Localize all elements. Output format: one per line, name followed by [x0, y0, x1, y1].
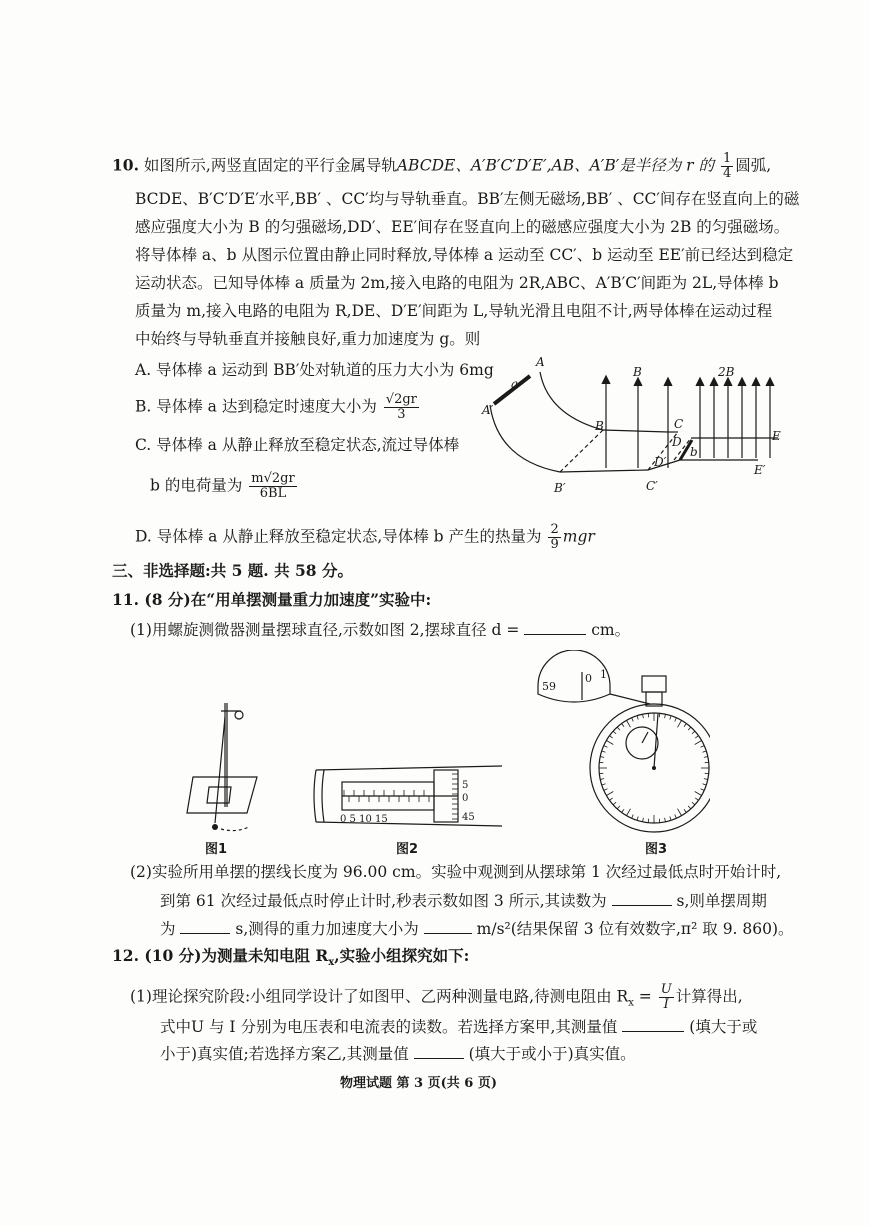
stopwatch-tick	[617, 806, 620, 809]
stopwatch-tick	[600, 757, 604, 758]
micrometer-thimble-0: 0	[462, 793, 469, 804]
stopwatch-tick	[704, 757, 708, 758]
q12-part1-line3: 小于)真实值;若选择方案乙,其测量值 (填大于或小于)真实值。	[160, 1045, 636, 1063]
stopwatch-tick	[688, 806, 691, 809]
stopwatch-tick	[643, 714, 644, 718]
q12-fraction-u-over-i: $\frac{U}{I}$	[660, 982, 672, 1012]
q10-rail-diagram	[478, 350, 798, 500]
stopwatch-tick	[613, 731, 616, 734]
stopwatch-tick	[692, 731, 695, 734]
stopwatch-tick	[695, 736, 698, 738]
watch-inset-1: 1	[600, 668, 607, 681]
stopwatch-tick	[604, 789, 608, 791]
watch-inset-59: 59	[542, 680, 556, 693]
stopwatch-tick	[670, 817, 671, 821]
stopwatch-tick	[701, 789, 705, 791]
stopwatch-tick	[613, 802, 616, 805]
q10-line2: BCDE、B′C′D′E′水平,BB′ 、CC′均与导轨垂直。BB′左侧无磁场,BB′ 、CC′间存在竖直向上的磁	[135, 190, 800, 208]
stopwatch-tick	[622, 809, 624, 812]
stopwatch-tick	[692, 802, 695, 805]
q10-line4: 将导体棒 a、b 从图示位置由静止同时释放,导体棒 a 运动至 CC′、b 运动至 EE′前已经达到稳定	[135, 246, 794, 264]
micrometer-thimble-5: 5	[462, 780, 469, 791]
q11-part1: (1)用螺旋测微器测量摆球直径,示数如图 2,摆球直径 d = cm。	[130, 621, 631, 639]
stopwatch-tick	[695, 741, 702, 745]
q11-answer-blank-d[interactable]	[524, 619, 586, 635]
q11-heading: 11. (8 分)在“用单摆测量重力加速度”实验中:	[112, 590, 432, 609]
stopwatch-tick	[665, 818, 666, 822]
q11-part2-line3: 为 s,测得的重力加速度大小为 m/s²(结果保留 3 位有效数字,π² 取 9. 860)。	[160, 920, 794, 938]
page-footer: 物理试题 第 3 页(共 6 页)	[340, 1076, 498, 1091]
q10-text-1b: ABCDE、A′B′C′D′E′,AB、A′B′是半径为 r 的	[396, 156, 714, 175]
q12-heading: 12. (10 分)为测量未知电阻 $R_x$,实验小组探究如下:	[112, 946, 470, 969]
q10-option-b: B. 导体棒 a 达到稳定时速度大小为 $\frac{√2gr}{3}$	[135, 392, 417, 422]
stopwatch-tick	[627, 720, 631, 727]
stopwatch-tick	[695, 792, 702, 796]
stopwatch-tick	[684, 809, 686, 812]
stopwatch-tick	[643, 818, 644, 822]
label-field-B: B	[633, 365, 642, 379]
label-A-prime: A′	[482, 403, 494, 417]
label-B-prime: B′	[554, 481, 566, 495]
label-D: D	[672, 435, 682, 449]
q10-text-1c: 圆弧,	[735, 156, 772, 175]
stopwatch-tick	[610, 798, 613, 800]
label-E: E	[772, 429, 781, 443]
stopwatch-tick	[610, 736, 613, 738]
label-E-prime: E′	[754, 463, 766, 477]
fig3-caption: 图3	[645, 842, 668, 857]
stopwatch-tick	[606, 741, 613, 745]
label-B: B	[595, 419, 604, 433]
label-A: A	[536, 355, 545, 369]
stopwatch-tick	[627, 809, 631, 816]
stopwatch-tick	[617, 727, 620, 730]
stopwatch-tick	[632, 718, 634, 722]
q10-text-1a: 如图所示,两竖直固定的平行金属导轨	[143, 156, 397, 175]
q12-part1-line2: 式中U 与 I 分别为电压表和电流表的读数。若选择方案甲,其测量值 (填大于或	[160, 1018, 758, 1036]
q12-answer-blank-a[interactable]	[622, 1016, 684, 1032]
label-rod-b: b	[690, 445, 698, 459]
q10-option-c-line2: b 的电荷量为 $\frac{m√2gr}{6BL}$	[150, 471, 295, 501]
stopwatch-tick	[622, 724, 624, 727]
q10-option-d: D. 导体棒 a 从静止释放至稳定状态,导体棒 b 产生的热量为 $\frac{2}{9}$ mgr	[135, 522, 595, 552]
stopwatch-tick	[665, 714, 666, 718]
stopwatch-tick	[637, 817, 638, 821]
stopwatch-tick	[602, 751, 606, 752]
stopwatch-tick	[675, 718, 677, 722]
stopwatch-tick	[703, 784, 707, 785]
q11-answer-blank-period[interactable]	[180, 918, 230, 934]
label-C-prime: C′	[646, 479, 658, 493]
stopwatch-tick	[678, 720, 682, 727]
stopwatch-tick	[675, 815, 677, 819]
q10-line6: 质量为 m,接入电路的电阻为 R,DE、D′E′间距为 L,导轨光滑且电阻不计,两导体棒在运动过程	[135, 302, 773, 320]
q12-part1-line1: (1)理论探究阶段:小组同学设计了如图甲、乙两种测量电路,待测电阻由 $R_x$ = $\frac{U}{I}$ 计算得出,	[130, 982, 743, 1012]
stopwatch-tick	[704, 779, 708, 780]
q10-option-b-fraction: $\frac{√2gr}{3}$	[385, 392, 417, 422]
label-C: C	[674, 417, 684, 431]
section-3-heading: 三、非选择题:共 5 题. 共 58 分。	[112, 561, 353, 580]
q10-number: 10.	[112, 155, 139, 175]
q11-answer-blank-reading[interactable]	[612, 890, 672, 906]
stopwatch-tick	[703, 751, 707, 752]
q10-option-c-line1: C. 导体棒 a 从静止释放至稳定状态,流过导体棒	[135, 436, 460, 454]
q10-line1	[112, 152, 771, 181]
micrometer-main-scale-labels: 0 5 10 15	[340, 814, 388, 825]
stopwatch-tick	[678, 809, 682, 816]
q12-answer-blank-b[interactable]	[414, 1043, 464, 1059]
stopwatch-tick	[688, 727, 691, 730]
q10-line7: 中始终与导轨垂直并接触良好,重力加速度为 g。则	[135, 330, 481, 348]
stopwatch-tick	[604, 746, 608, 748]
watch-inset-0: 0	[585, 672, 592, 685]
q10-line5: 运动状态。已知导体棒 a 质量为 2m,接入电路的电阻为 2R,ABC、A′B′C′间距为 2L,导体棒 b	[135, 274, 779, 292]
fig2-caption: 图2	[396, 842, 419, 857]
micrometer-thimble-45: 45	[462, 812, 475, 823]
label-rod-a: a	[511, 377, 519, 391]
stopwatch-tick	[684, 724, 686, 727]
stopwatch-tick	[637, 716, 638, 720]
stopwatch-tick	[670, 716, 671, 720]
fig3-stopwatch	[530, 650, 710, 835]
q11-part2-line1: (2)实验所用单摆的摆线长度为 96.00 cm。实验中观测到从摆球第 1 次经过最低点时开始计时,	[130, 863, 782, 881]
fig2-micrometer	[312, 760, 502, 835]
q10-fraction-quarter: $\frac{1}{4}$	[722, 151, 732, 181]
q10-option-a: A. 导体棒 a 运动到 BB′处对轨道的压力大小为 6mg	[135, 361, 494, 379]
stopwatch-tick	[606, 792, 613, 796]
q11-answer-blank-g[interactable]	[424, 918, 472, 934]
stopwatch-tick	[600, 779, 604, 780]
q10-option-d-fraction: $\frac{2}{9}$	[550, 522, 559, 552]
stopwatch-tick	[632, 815, 634, 819]
q10-option-c-fraction: $\frac{m√2gr}{6BL}$	[251, 471, 295, 501]
fig1-pendulum-stand	[185, 695, 265, 835]
stopwatch-tick	[602, 784, 606, 785]
stopwatch-tick	[695, 798, 698, 800]
label-D-prime: D′	[654, 455, 667, 469]
stopwatch-tick	[701, 746, 705, 748]
q11-part2-line2: 到第 61 次经过最低点时停止计时,秒表示数如图 3 所示,其读数为 s,则单摆周期	[160, 892, 767, 910]
fig1-caption: 图1	[205, 842, 228, 857]
label-field-2B: 2B	[718, 365, 735, 379]
q10-line3: 感应强度大小为 B 的匀强磁场,DD′、EE′间存在竖直向上的磁感应强度大小为 2B 的匀强磁场。	[135, 218, 790, 236]
